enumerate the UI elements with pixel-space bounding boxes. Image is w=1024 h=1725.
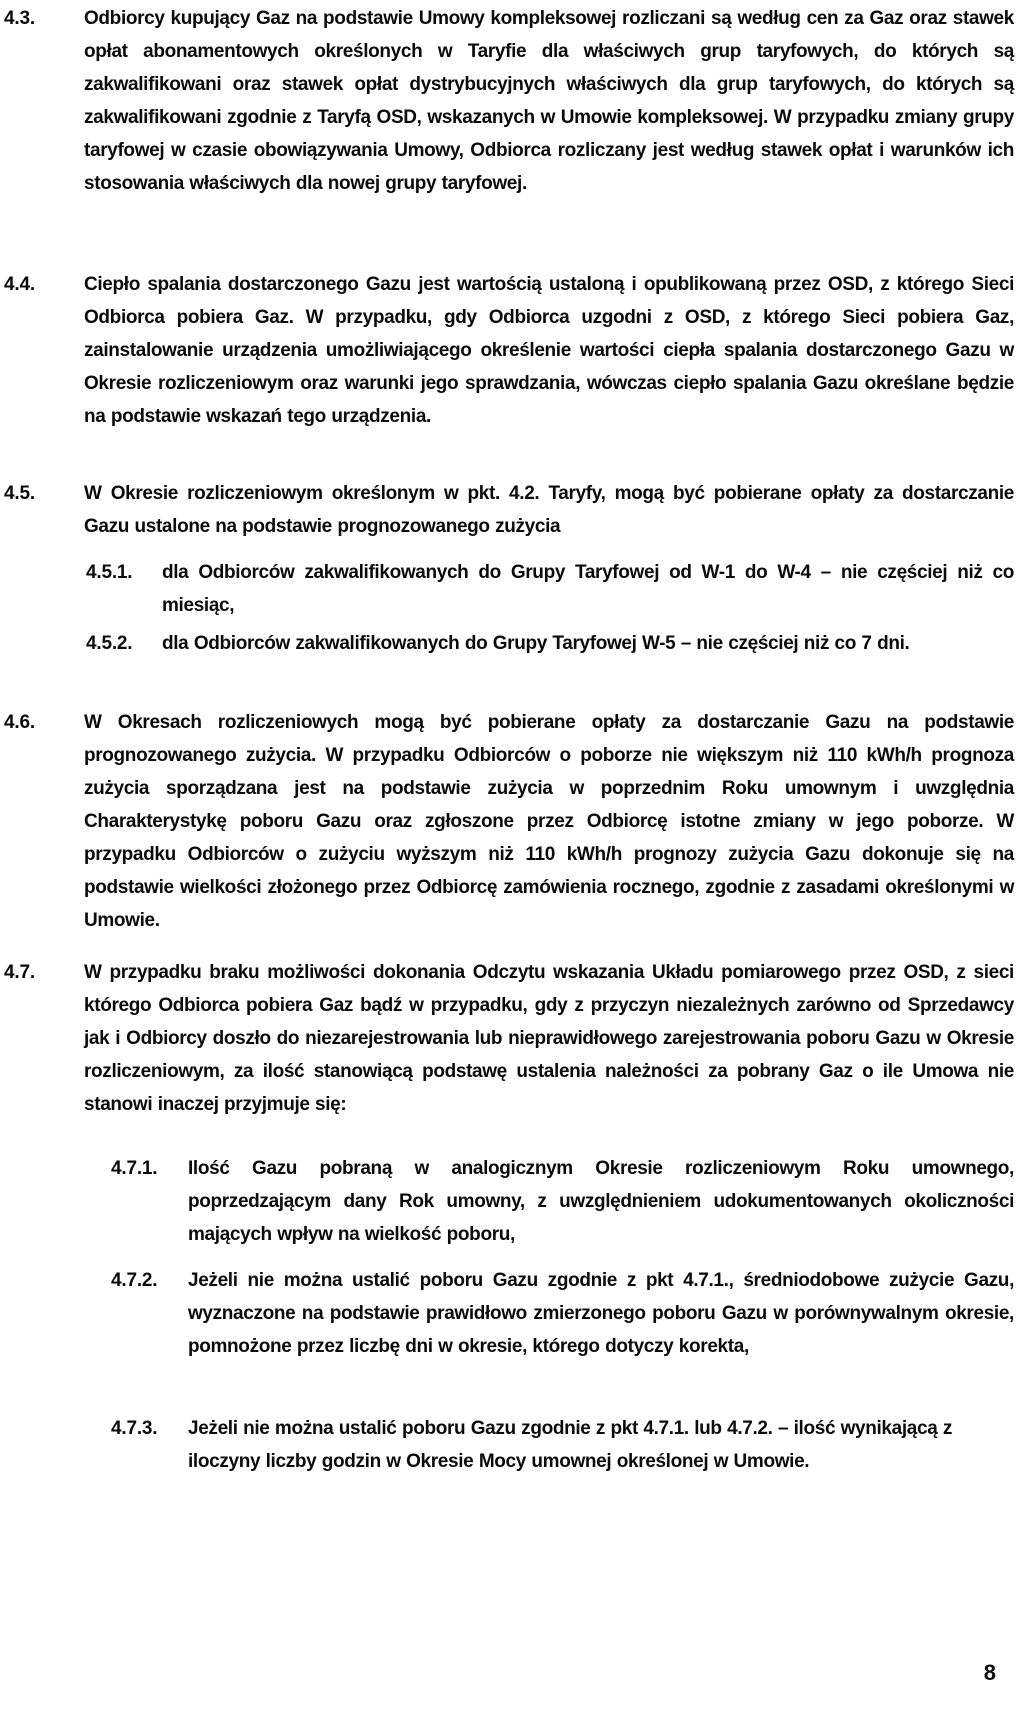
subsection-text: Jeżeli nie można ustalić poboru Gazu zgodnie z pkt 4.7.1. lub 4.7.2. – ilość wynikającą z iloczyny liczby godzin w Okresie Mocy umownej określonej w Umowie. [188,1418,953,1472]
section-text: W przypadku braku możliwości dokonania Odczytu wskazania Układu pomiarowego przez OSD, z sieci którego Odbiorca pobiera Gaz bądź w przypadku, gdy z przyczyn niezależnych zarówno od Sprzedawcy jak i Odbiorcy doszło do niezarejestrowania lub nieprawidłowego zarejestrowania poboru Gazu w Okresie rozliczeniowym, za ilość stanowiącą podstawę ustalenia należności za pobrany Gaz o ile Umowa nie stanowi inaczej przyjmuje się: [84,962,1014,1115]
subsection-number: 4.7.2. [111,1270,158,1291]
subsection-number: 4.5.2. [86,633,133,654]
section-number: 4.3. [4,8,35,29]
section-text: W Okresach rozliczeniowych mogą być pobierane opłaty za dostarczanie Gazu na podstawie prognozowanego zużycia. W przypadku Odbiorców o poborze nie większym niż 110 kWh/h prognoza zużycia sporządzana jest na podstawie zużycia w poprzednim Roku umownym i uwzględnia Charakterystykę poboru Gazu oraz zgłoszone przez Odbiorcę istotne zmiany w jego poborze. W przypadku Odbiorców o zużyciu wyższym niż 110 kWh/h prognozy zużycia Gazu dokonuje się na podstawie wielkości złożonego przez Odbiorcę zamówienia rocznego, zgodnie z zasadami określonymi w Umowie. [84,712,1014,931]
section-number: 4.7. [4,962,35,983]
subsection-text: dla Odbiorców zakwalifikowanych do Grupy Taryfowej od W-1 do W-4 – nie częściej niż co miesiąc, [162,562,1014,616]
section-number: 4.5. [4,483,35,504]
section-number: 4.4. [4,274,35,295]
subsection-text: dla Odbiorców zakwalifikowanych do Grupy Taryfowej W-5 – nie częściej niż co 7 dni. [162,633,910,654]
section-number: 4.6. [4,712,35,733]
subsection-number: 4.7.3. [111,1418,158,1439]
section-text: Ciepło spalania dostarczonego Gazu jest wartością ustaloną i opublikowaną przez OSD, z którego Sieci Odbiorca pobiera Gaz. W przypadku, gdy Odbiorca uzgodni z OSD, z którego Sieci pobiera Gaz, zainstalowanie urządzenia umożliwiającego określenie wartości ciepła spalania dostarczonego Gazu w Okresie rozliczeniowym oraz warunki jego sprawdzania, wówczas ciepło spalania Gazu określane będzie na podstawie wskazań tego urządzenia. [84,274,1014,427]
subsection-number: 4.7.1. [111,1158,158,1179]
subsection-number: 4.5.1. [86,562,133,583]
subsection-text: Ilość Gazu pobraną w analogicznym Okresie rozliczeniowym Roku umownego, poprzedzającym dany Rok umowny, z uwzględnieniem udokumentowanych okoliczności mających wpływ na wielkość poboru, [188,1158,1014,1245]
section-text: W Okresie rozliczeniowym określonym w pkt. 4.2. Taryfy, mogą być pobierane opłaty za dostarczanie Gazu ustalone na podstawie prognozowanego zużycia [84,483,1014,537]
page-number: 8 [983,1660,996,1685]
section-text: Odbiorcy kupujący Gaz na podstawie Umowy kompleksowej rozliczani są według cen za Gaz oraz stawek opłat abonamentowych określonych w Taryfie dla właściwych grup taryfowych, do których są zakwalifikowani oraz stawek opłat dystrybucyjnych właściwych dla grup taryfowych, do których są zakwalifikowani zgodnie z Taryfą OSD, wskazanych w Umowie kompleksowej. W przypadku zmiany grupy taryfowej w czasie obowiązywania Umowy, Odbiorca rozliczany jest według stawek opłat i warunków ich stosowania właściwych dla nowej grupy taryfowej. [84,8,1014,194]
subsection-text: Jeżeli nie można ustalić poboru Gazu zgodnie z pkt 4.7.1., średniodobowe zużycie Gazu, wyznaczone na podstawie prawidłowo zmierzonego poboru Gazu w porównywalnym okresie, pomnożone przez liczbę dni w okresie, którego dotyczy korekta, [188,1270,1014,1357]
